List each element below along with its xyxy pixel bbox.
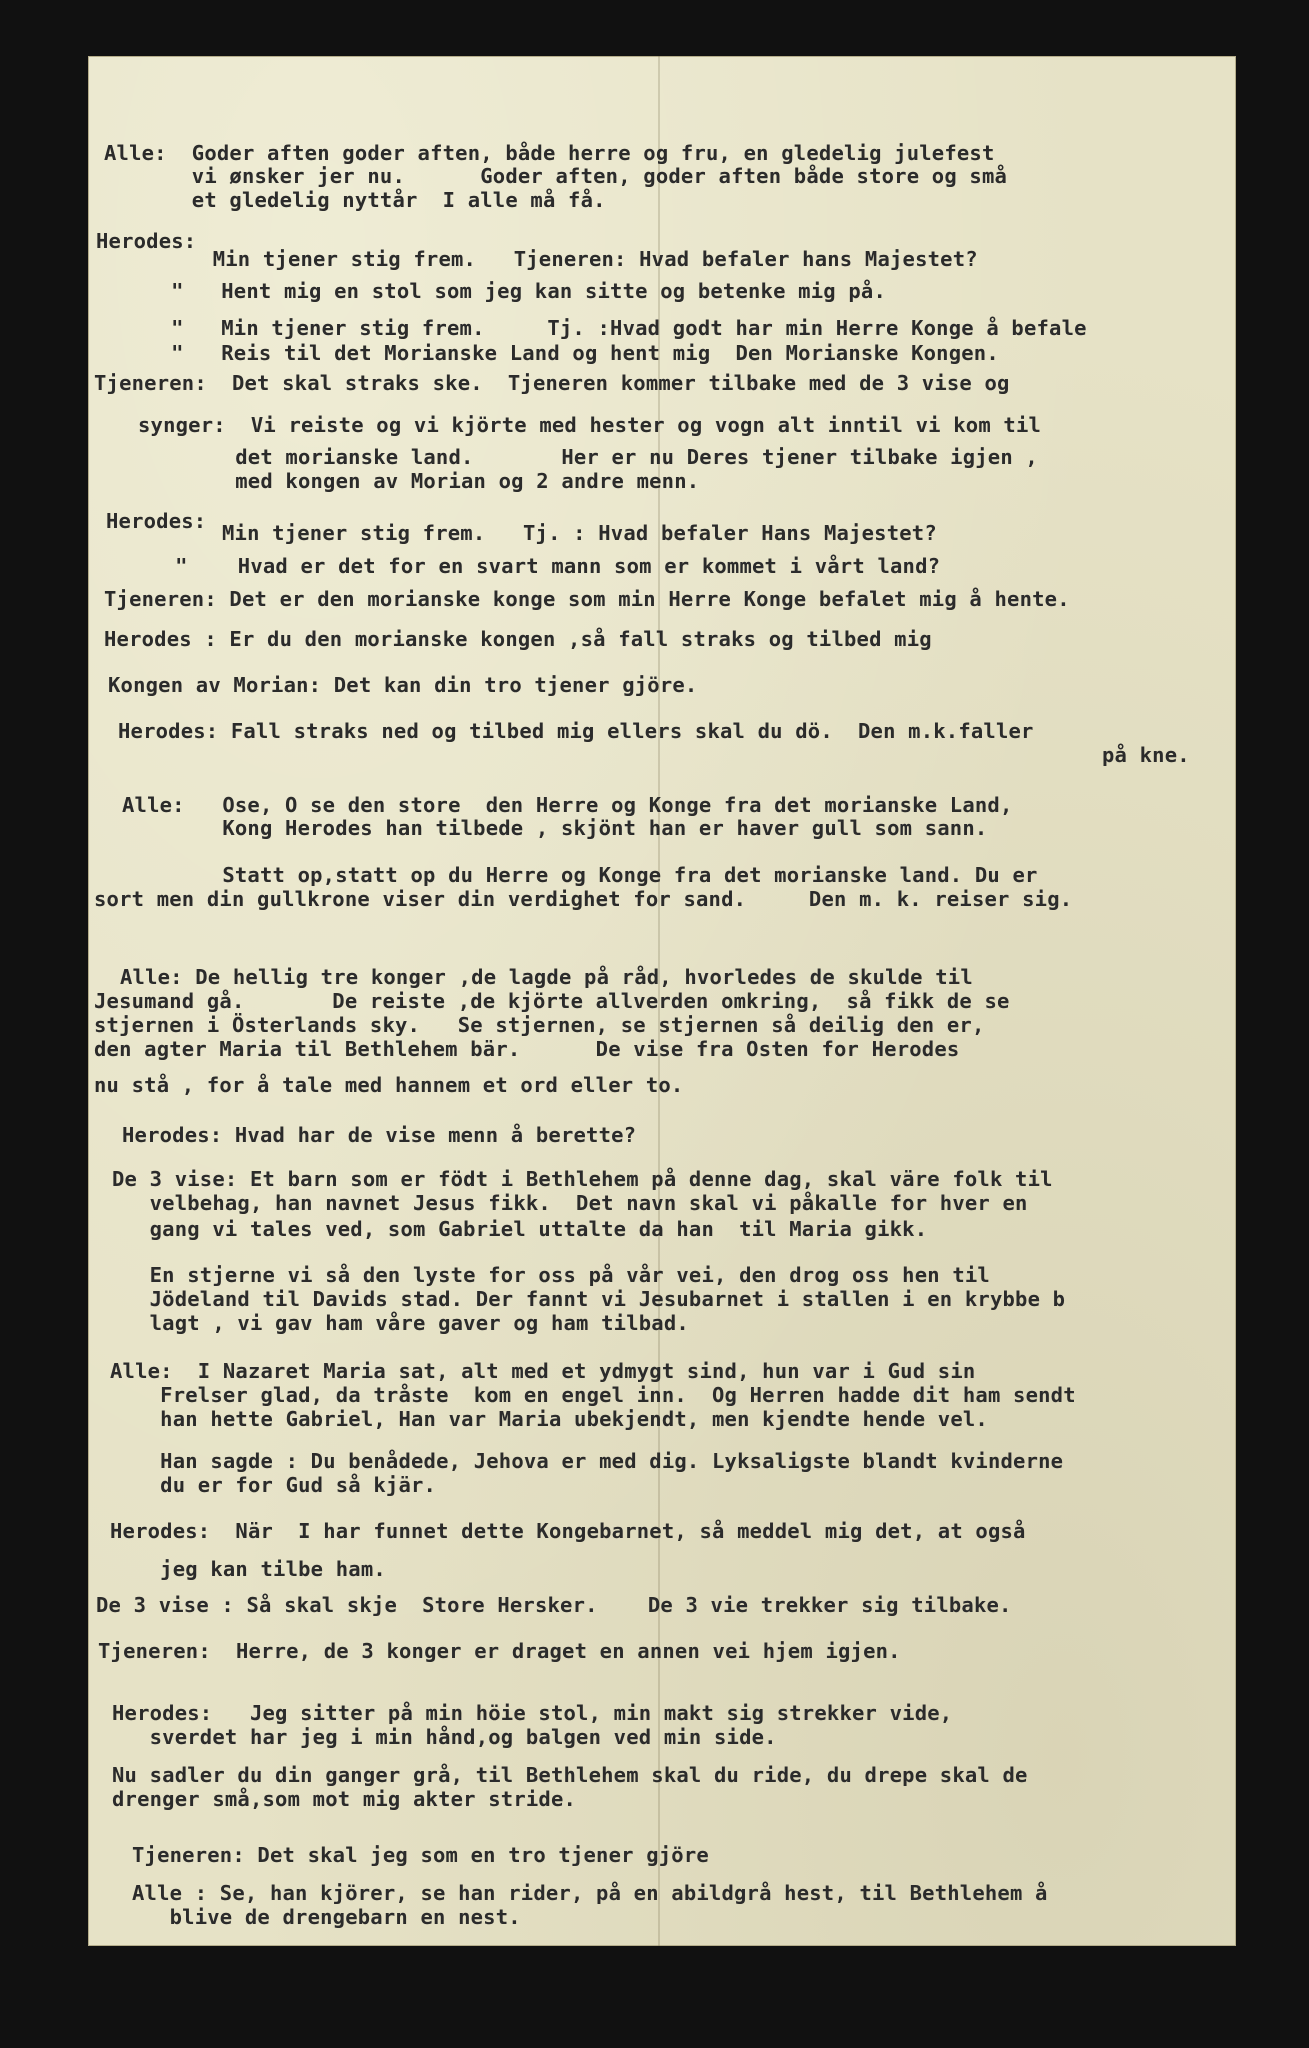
script-line: Alle: Ose, O se den store den Herre og Konge fra det morianske Land, (122, 793, 1013, 817)
script-line: De 3 vise: Et barn som er födt i Bethlehem på denne dag, skal väre folk til (112, 1167, 1053, 1191)
script-line: " Hent mig en stol som jeg kan sitte og betenke mig på. (146, 279, 886, 303)
script-line: Nu sadler du din ganger grå, til Bethlehem skal du ride, du drepe skal de (112, 1763, 1028, 1787)
script-line: Alle: De hellig tre konger ,de lagde på råd, hvorledes de skulde til (120, 965, 973, 989)
script-line: Herodes : Er du den morianske kongen ,så fall straks og tilbed mig (104, 627, 932, 651)
script-line: Herodes: (106, 509, 207, 533)
script-line: gang vi tales ved, som Gabriel uttalte da han til Maria gikk. (112, 1217, 928, 1241)
script-line: sort men din gullkrone viser din verdighet for sand. Den m. k. reiser sig. (94, 887, 1073, 911)
script-line: Han sagde : Du benådede, Jehova er med dig. Lyksaligste blandt kvinderne (110, 1449, 1064, 1473)
script-line: den agter Maria til Bethlehem bär. De vise fra Osten for Herodes (94, 1037, 960, 1061)
script-line: blive de drengebarn en nest. (132, 1905, 521, 1929)
script-line: Tjeneren: Det er den morianske konge som min Herre Konge befalet mig å hente. (104, 587, 1070, 611)
script-line: Jesumand gå. De reiste ,de kjörte allverden omkring, så fikk de se (94, 989, 1010, 1013)
script-line: Frelser glad, da tråste kom en engel inn. Og Herren hadde dit ham sendt (110, 1383, 1076, 1407)
script-line: synger: Vi reiste og vi kjörte med hester og vogn alt inntil vi kom til (138, 413, 1042, 437)
script-line: Herodes: Hvad har de vise menn å berette? (122, 1123, 637, 1147)
script-line: " Hvad er det for en svart mann som er kommet i vårt land? (150, 554, 941, 578)
script-line: Tjeneren: Det skal straks ske. Tjeneren kommer tilbake med de 3 vise og (94, 371, 1010, 395)
script-line: Herodes: Jeg sitter på min höie stol, min makt sig strekker vide, (112, 1701, 953, 1725)
script-line: med kongen av Morian og 2 andre menn. (160, 469, 700, 493)
script-line: han hette Gabriel, Han var Maria ubekjendt, men kjendte hende vel. (110, 1407, 988, 1431)
script-line: Min tjener stig frem. Tj. : Hvad befaler Hans Majestet? (222, 521, 937, 545)
script-line: velbehag, han navnet Jesus fikk. Det navn skal vi påkalle for hver en (112, 1191, 1028, 1215)
script-line: Tjeneren: Det skal jeg som en tro tjener gjöre (132, 1843, 709, 1867)
script-line: De 3 vise : Så skal skje Store Hersker. De 3 vie trekker sig tilbake. (96, 1593, 1012, 1617)
script-line: Alle: Goder aften goder aften, både herre og fru, en gledelig julefest (104, 141, 995, 165)
script-line: et gledelig nyttår I alle må få. (104, 188, 606, 212)
script-line: En stjerne vi så den lyste for oss på vår vei, den drog oss hen til (112, 1263, 990, 1287)
script-line: Alle : Se, han kjörer, se han rider, på en abildgrå hest, til Bethlehem å (132, 1881, 1048, 1905)
script-line: drenger små,som mot mig akter stride. (112, 1787, 577, 1811)
script-line: nu stå , for å tale med hannem et ord eller to. (94, 1073, 684, 1097)
script-line: lagt , vi gav ham våre gaver og ham tilbad. (112, 1311, 689, 1335)
script-line: Jödeland til Davids stad. Der fannt vi Jesubarnet i stallen i en krybbe b (112, 1287, 1066, 1311)
script-line: vi ønsker jer nu. Goder aften, goder aften både store og små (104, 164, 1008, 188)
script-line: " Reis til det Morianske Land og hent mig Den Morianske Kongen. (146, 341, 999, 365)
script-line: Herodes: När I har funnet dette Kongebarnet, så meddel mig det, at også (110, 1519, 1026, 1543)
script-line: Alle: I Nazaret Maria sat, alt med et ydmygt sind, hun var i Gud sin (110, 1359, 976, 1383)
script-line: Kongen av Morian: Det kan din tro tjener gjöre. (108, 673, 698, 697)
script-line: stjernen i Österlands sky. Se stjernen, se stjernen så deilig den er, (94, 1013, 985, 1037)
script-line: det morianske land. Her er nu Deres tjener tilbake igjen , (160, 445, 1038, 469)
script-line: Min tjener stig frem. Tjeneren: Hvad befaler hans Majestet? (150, 247, 978, 271)
script-line: Tjeneren: Herre, de 3 konger er draget en annen vei hjem igjen. (98, 1639, 901, 1663)
script-line: sverdet har jeg i min hånd,og balgen ved min side. (112, 1725, 777, 1749)
script-line: du er for Gud så kjär. (110, 1473, 437, 1497)
script-line: Herodes: Fall straks ned og tilbed mig ellers skal du dö. Den m.k.faller (118, 719, 1034, 743)
script-line: på kne. (1102, 743, 1190, 767)
script-line: " Min tjener stig frem. Tj. :Hvad godt har min Herre Konge å befale (146, 316, 1087, 340)
script-line: jeg kan tilbe ham. (110, 1557, 386, 1581)
script-line: Kong Herodes han tilbede , skjönt han er haver gull som sann. (122, 816, 988, 840)
script-line: Herodes: (96, 229, 197, 253)
script-line: Statt op,statt op du Herre og Konge fra det morianske land. Du er (122, 863, 1038, 887)
